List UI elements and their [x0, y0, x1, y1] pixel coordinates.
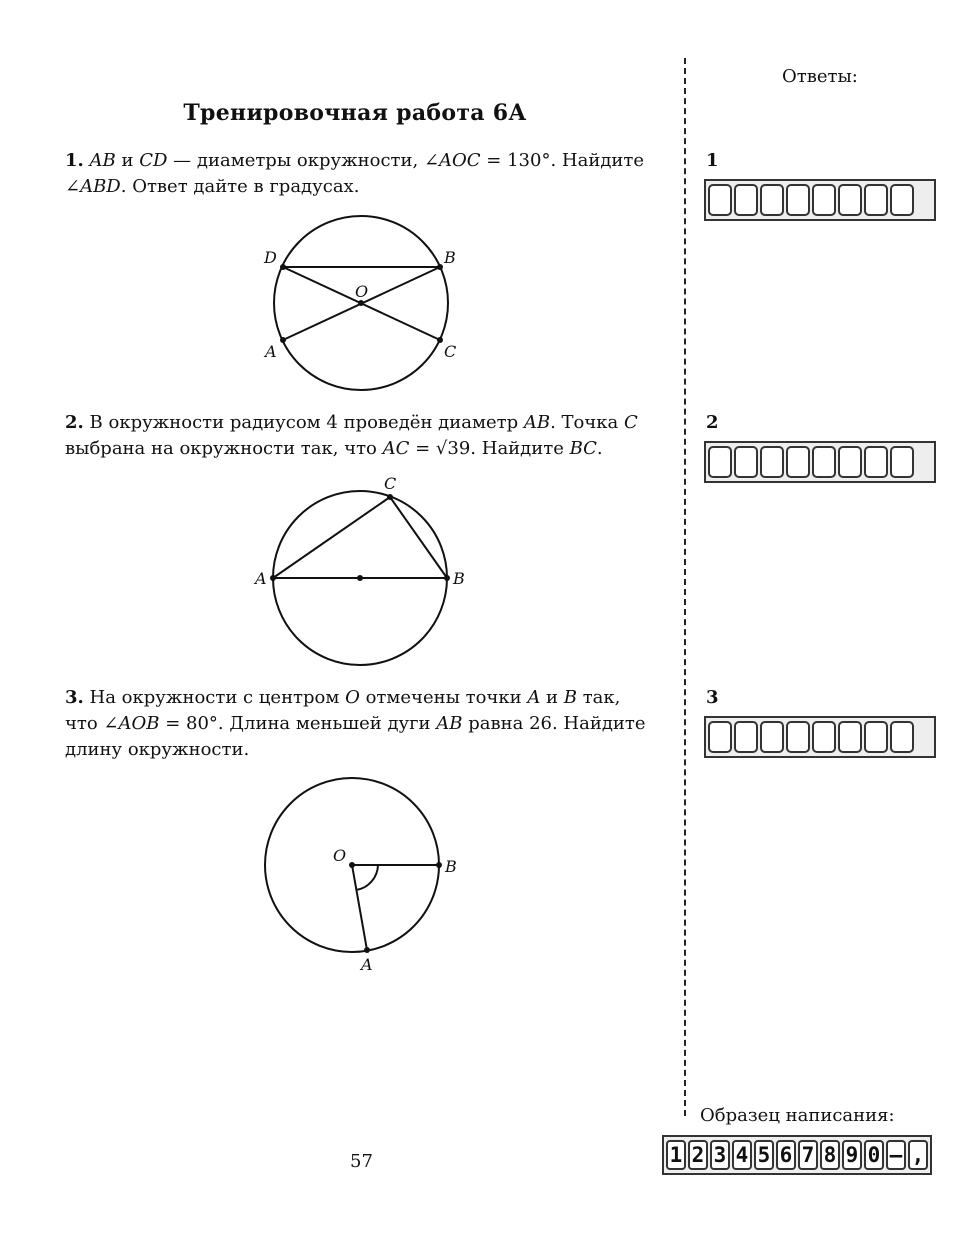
point-b	[444, 575, 450, 581]
point-a	[270, 575, 276, 581]
label-o: O	[355, 282, 369, 301]
label-c: C	[444, 342, 457, 361]
point-a	[364, 947, 370, 953]
sample-char: 0	[864, 1140, 884, 1170]
answer-cell[interactable]	[864, 184, 888, 216]
answer-cell[interactable]	[864, 446, 888, 478]
sample-char: 6	[776, 1140, 796, 1170]
answer-cell[interactable]	[812, 721, 836, 753]
answer-cell[interactable]	[708, 184, 732, 216]
point-c	[387, 494, 393, 500]
answer-cell[interactable]	[890, 721, 914, 753]
point-b	[436, 862, 442, 868]
sample-char: 7	[798, 1140, 818, 1170]
chord-ac	[273, 497, 390, 578]
answer-cell[interactable]	[838, 721, 862, 753]
answer-cell[interactable]	[786, 184, 810, 216]
label-d: D	[264, 248, 277, 267]
answer-cell[interactable]	[734, 446, 758, 478]
problem-1-number: 1.	[65, 150, 84, 171]
answer-cell[interactable]	[838, 446, 862, 478]
sample-char: 5	[754, 1140, 774, 1170]
point-c	[437, 337, 443, 343]
sample-writing	[664, 1137, 930, 1173]
problem-2-number: 2.	[65, 412, 84, 433]
problem-1-text: 1. AB и CD — диаметры окружности, ∠AOC = 130°. Найдите ∠ABD. Ответ дайте в градусах.	[65, 150, 645, 197]
label-a: A	[265, 342, 277, 361]
sample-char: ,	[908, 1140, 928, 1170]
point-o	[349, 862, 355, 868]
sample-label: Образец написания:	[700, 1105, 895, 1126]
answer-cell[interactable]	[786, 721, 810, 753]
label-a: A	[255, 569, 267, 588]
answers-label: Ответы:	[782, 66, 858, 87]
answer-number-1: 1	[706, 150, 719, 171]
label-b: B	[445, 857, 457, 876]
answer-cell[interactable]	[864, 721, 888, 753]
label-b: B	[444, 248, 456, 267]
problem-3-number: 3.	[65, 687, 84, 708]
sample-char: 4	[732, 1140, 752, 1170]
angle-arc	[356, 865, 378, 890]
point-b	[437, 264, 443, 270]
sample-char: 1	[666, 1140, 686, 1170]
point-d	[280, 264, 286, 270]
label-o: O	[333, 846, 347, 865]
answer-number-3: 3	[706, 687, 719, 708]
sample-char: 9	[842, 1140, 862, 1170]
dashed-divider	[684, 58, 686, 1116]
figure-2	[253, 474, 465, 665]
answer-cell[interactable]	[838, 184, 862, 216]
page-number: 57	[350, 1151, 373, 1172]
answer-cell[interactable]	[812, 446, 836, 478]
answer-field-3[interactable]	[706, 718, 934, 756]
chord-cb	[390, 497, 447, 578]
point-a	[280, 337, 286, 343]
problem-3-text: 3. На окружности с центром O отмечены точки A и B так, что ∠AOB = 80°. Длина меньшей дуги AB равна 26. Найдите длину окружности.	[65, 687, 646, 760]
point-center	[357, 575, 363, 581]
answer-cell[interactable]	[890, 446, 914, 478]
label-c: C	[384, 474, 397, 493]
sample-char: 2	[688, 1140, 708, 1170]
radius-oa	[352, 865, 367, 950]
answer-cell[interactable]	[890, 184, 914, 216]
sample-char: 8	[820, 1140, 840, 1170]
answer-number-2: 2	[706, 412, 719, 433]
answer-field-1[interactable]	[706, 181, 934, 219]
answer-cell[interactable]	[760, 184, 784, 216]
answer-cell[interactable]	[760, 446, 784, 478]
answer-cell[interactable]	[786, 446, 810, 478]
label-a: A	[361, 955, 373, 974]
answer-cell[interactable]	[734, 721, 758, 753]
sample-char: 3	[710, 1140, 730, 1170]
problem-2-text: 2. В окружности радиусом 4 проведён диаметр AB. Точка C выбрана на окружности так, что AC = √39. Найдите BC.	[65, 412, 638, 459]
figure-1	[263, 216, 456, 390]
answer-cell[interactable]	[812, 184, 836, 216]
answer-cell[interactable]	[708, 721, 732, 753]
answer-cell[interactable]	[708, 446, 732, 478]
page-title: Тренировочная работа 6А	[183, 100, 527, 126]
figure-3	[265, 778, 457, 974]
answer-cell[interactable]	[734, 184, 758, 216]
sample-char: –	[886, 1140, 906, 1170]
answer-cell[interactable]	[760, 721, 784, 753]
answer-field-2[interactable]	[706, 443, 934, 481]
label-b: B	[453, 569, 465, 588]
